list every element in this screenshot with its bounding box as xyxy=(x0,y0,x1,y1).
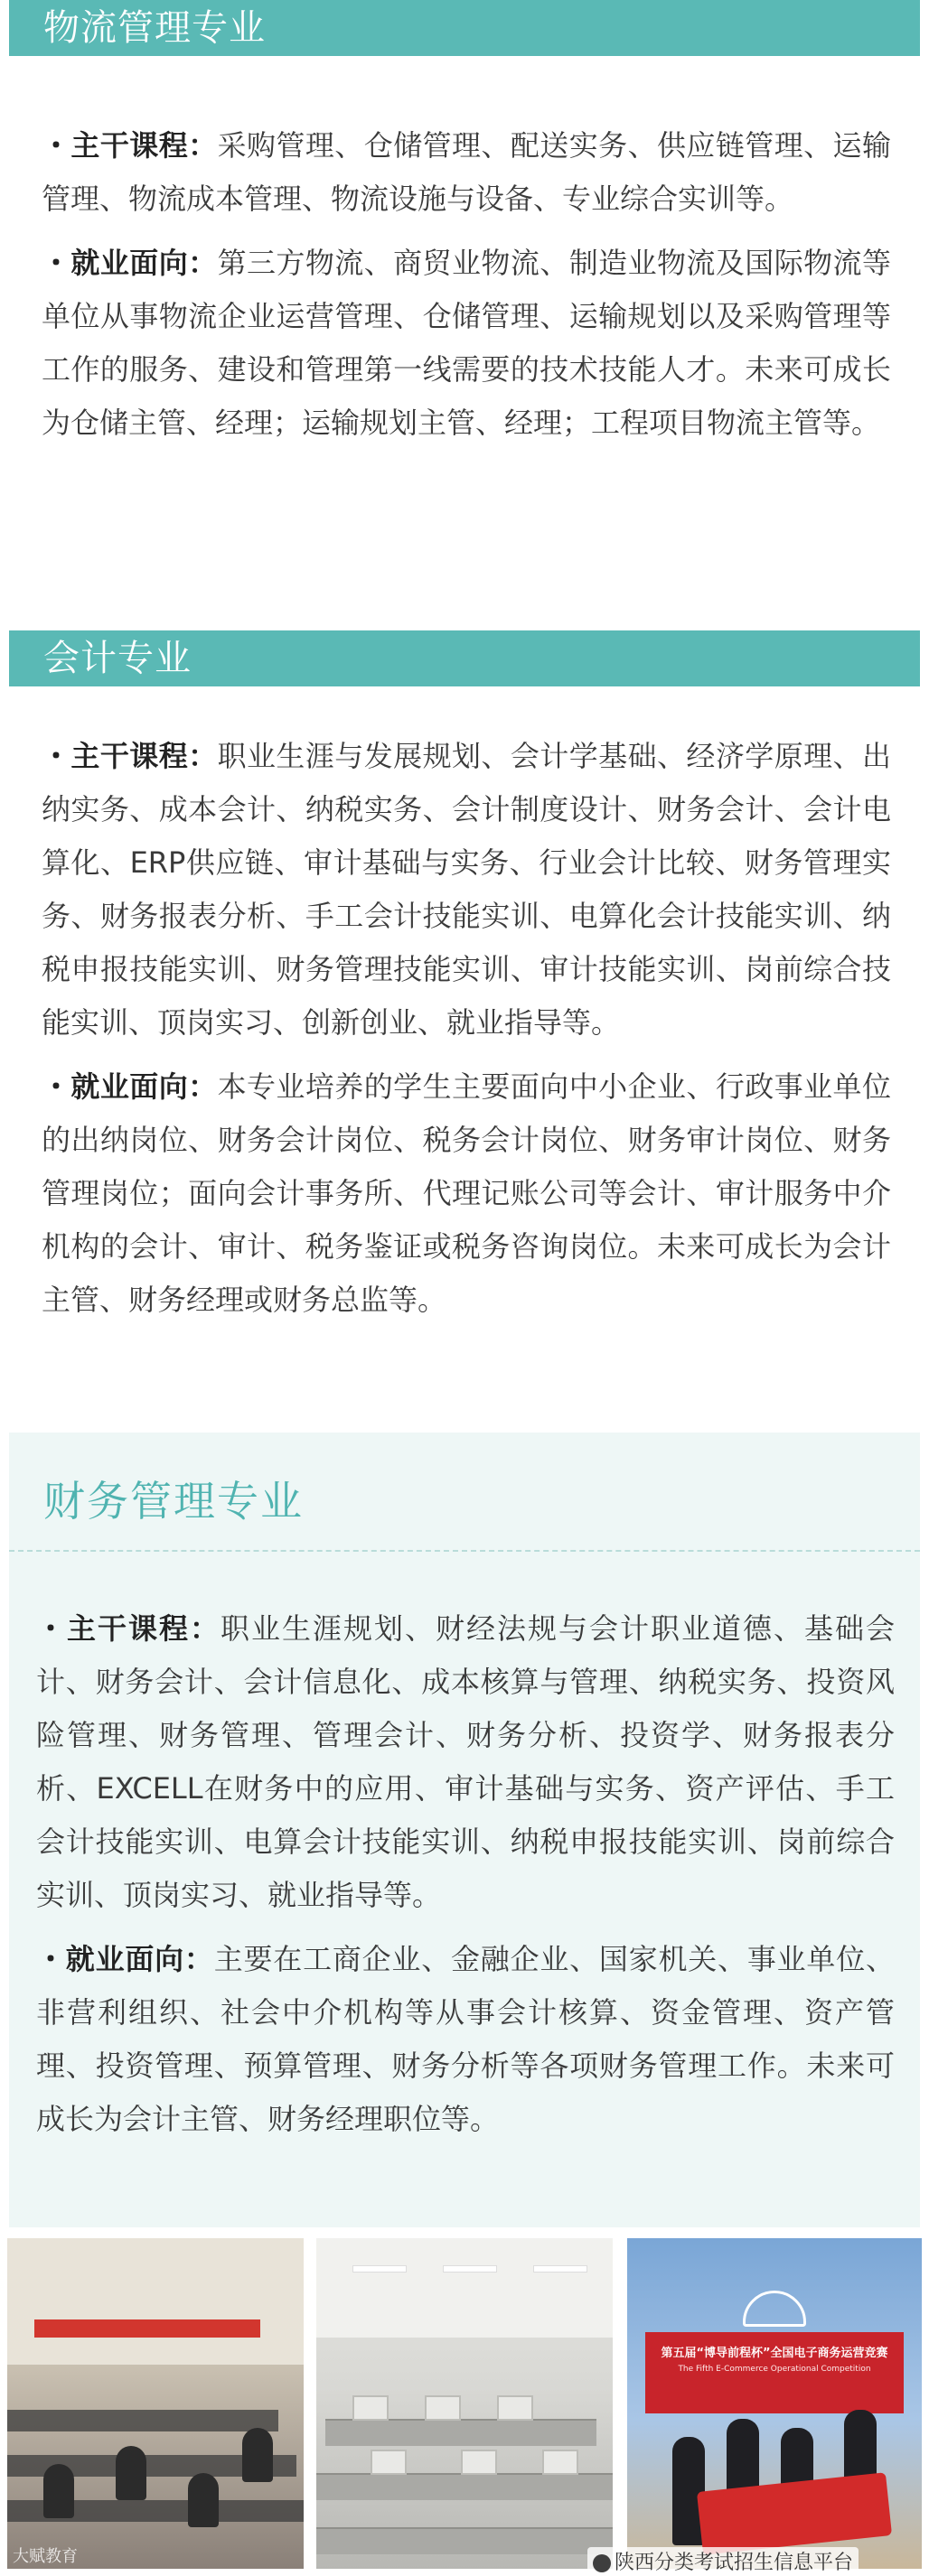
photo-classroom-lecture xyxy=(7,2238,304,2569)
section-title: 物流管理专业 xyxy=(43,7,266,49)
photo-monitor xyxy=(352,2395,389,2421)
photo-desk xyxy=(316,2527,613,2554)
watermark-right-text: 陕西分类考试招生信息平台 xyxy=(615,2552,854,2574)
photo-person xyxy=(188,2473,219,2527)
section-body-financial-management xyxy=(36,1602,895,2146)
photo-ceiling-light xyxy=(533,2265,587,2273)
photo-monitor xyxy=(497,2395,533,2421)
photo-ceiling xyxy=(316,2238,613,2338)
photo-wall xyxy=(7,2238,304,2365)
photo-competition-team xyxy=(627,2238,922,2569)
paragraph-text: 本专业培养的学生主要面向中小企业、行政事业单位的出纳岗位、财务会计岗位、税务会计岗位、财务审计岗位、财务管理岗位；面向会计事务所、代理记账公司等会计、审计服务中介机构的会计、审计、税务鉴证或税务咨询岗位。未来可成长为会计主管、财务经理或财务总监等。 xyxy=(42,1069,891,1317)
competition-title: 第五届“博导前程杯”全国电子商务运营竞赛 xyxy=(661,2347,888,2360)
section-title: 财务管理专业 xyxy=(43,1477,304,1526)
photo-desk xyxy=(316,2473,613,2500)
paragraph-label: ・就业面向： xyxy=(42,246,218,280)
employment-paragraph xyxy=(36,1933,895,2146)
photo-computer-lab xyxy=(316,2238,613,2569)
photo-desk xyxy=(325,2419,596,2446)
photo-desk-row xyxy=(7,2410,278,2431)
watermark-right xyxy=(587,2547,859,2575)
paragraph-text: 职业生涯与发展规划、会计学基础、经济学原理、出纳实务、成本会计、纳税实务、会计制度设计、财务会计、会计电算化、ERP供应链、审计基础与实务、行业会计比较、财务管理实务、财务报表分析、手工会计技能实训、电算化会计技能实训、纳税申报技能实训、财务管理技能实训、审计技能实训、岗前综合技能实训、顶岗实习、创新创业、就业指导等。 xyxy=(42,739,891,1040)
section-title: 会计专业 xyxy=(43,638,192,679)
photo-monitor xyxy=(461,2450,497,2475)
photo-red-banner xyxy=(34,2319,260,2338)
photo-person xyxy=(242,2428,273,2482)
dashed-divider xyxy=(9,1550,920,1552)
main-courses-paragraph xyxy=(42,119,891,226)
paragraph-label: ・就业面向： xyxy=(42,1069,218,1104)
photo-monitor xyxy=(425,2395,461,2421)
competition-logo xyxy=(743,2291,806,2327)
photo-monitor xyxy=(542,2450,578,2475)
paragraph-label: ・主干课程： xyxy=(36,1611,221,1646)
section-header-accounting xyxy=(9,630,920,686)
photo-ceiling-light xyxy=(352,2265,407,2273)
main-courses-paragraph xyxy=(36,1602,895,1922)
competition-board xyxy=(645,2332,904,2413)
paragraph-text: 第三方物流、商贸业物流、制造业物流及国际物流等单位从事物流企业运营管理、仓储管理、运输规划以及采购管理等工作的服务、建设和管理第一线需要的技术技能人才。未来可成长为仓储主管、经理；运输规划主管、经理；工程项目物流主管等。 xyxy=(42,246,891,440)
photo-person xyxy=(116,2446,146,2500)
paragraph-text: 采购管理、仓储管理、配送实务、供应链管理、运输管理、物流成本管理、物流设施与设备、专业综合实训等。 xyxy=(42,128,891,216)
watermark-left: 大赋教育 xyxy=(13,2547,78,2566)
employment-paragraph xyxy=(42,1060,891,1327)
photo-ceiling-light xyxy=(443,2265,497,2273)
section-body-accounting xyxy=(42,730,891,1327)
employment-paragraph xyxy=(42,237,891,450)
paragraph-label: ・主干课程： xyxy=(42,128,218,163)
section-body-logistics xyxy=(42,119,891,450)
paragraph-text: 主要在工商企业、金融企业、国家机关、事业单位、非营利组织、社会中介机构等从事会计核算、资金管理、资产管理、投资管理、预算管理、财务分析等各项财务管理工作。未来可成长为会计主管、财务经理职位等。 xyxy=(36,1942,895,2136)
photo-person xyxy=(43,2464,74,2518)
paragraph-text: 职业生涯规划、财经法规与会计职业道德、基础会计、财务会计、会计信息化、成本核算与管理、纳税实务、投资风险管理、财务管理、管理会计、财务分析、投资学、财务报表分析、EXCELL在财务中的应用、审计基础与实务、资产评估、手工会计技能实训、电算会计技能实训、纳税申报技能实训、岗前综合实训、顶岗实习、就业指导等。 xyxy=(36,1611,895,1912)
main-courses-paragraph xyxy=(42,730,891,1050)
section-header-logistics xyxy=(9,0,920,56)
wechat-icon xyxy=(593,2554,611,2572)
photo-monitor xyxy=(371,2450,407,2475)
competition-subtitle: The Fifth E-Commerce Operational Competition xyxy=(678,2365,871,2374)
paragraph-label: ・就业面向： xyxy=(36,1942,214,1976)
paragraph-label: ・主干课程： xyxy=(42,739,218,773)
